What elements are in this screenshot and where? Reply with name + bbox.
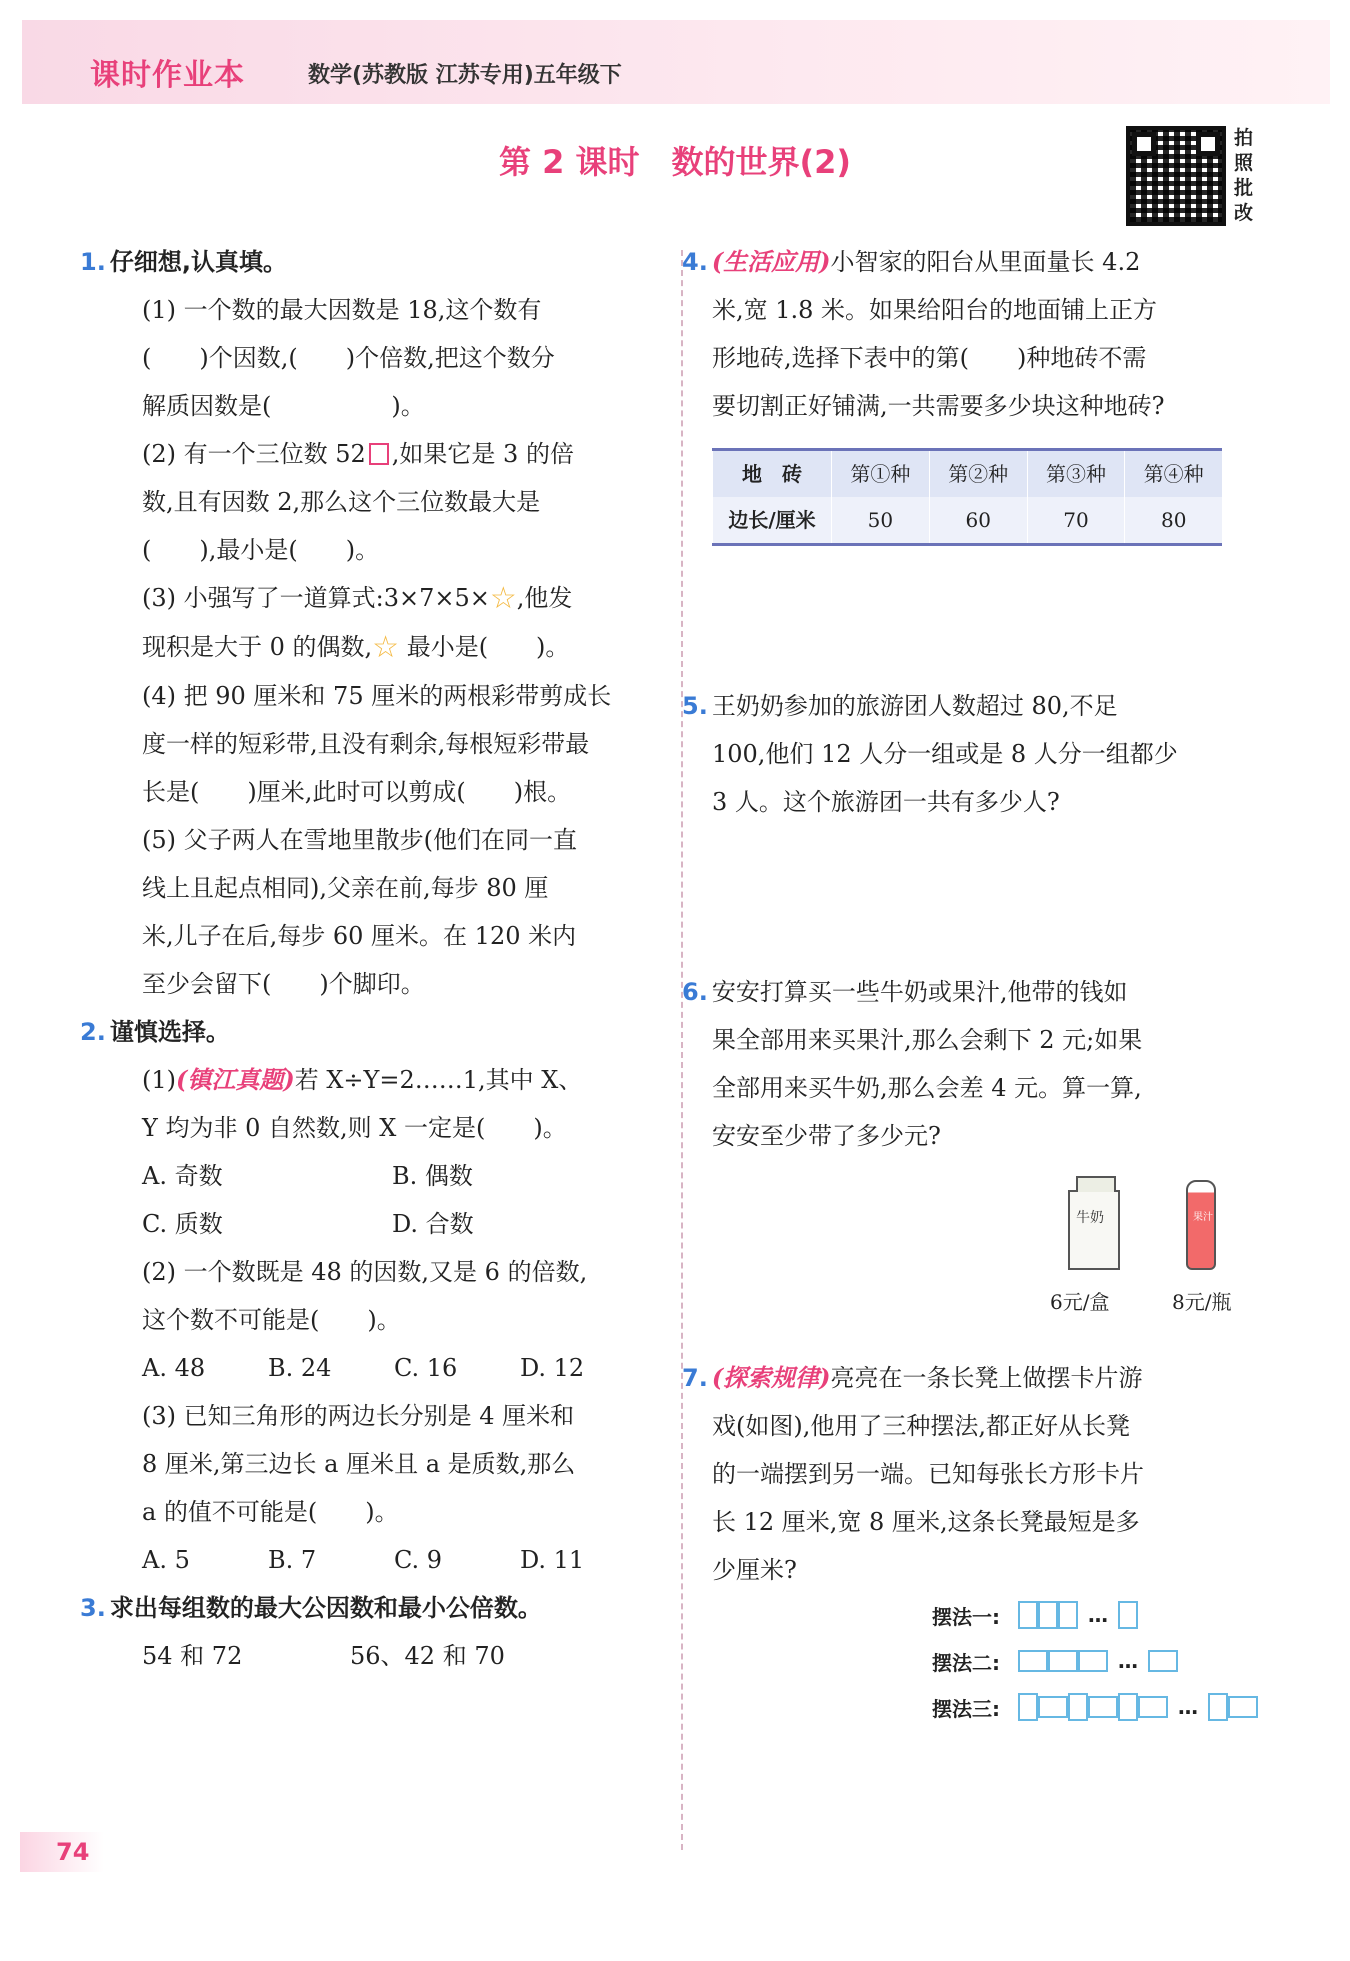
q2-1-options: A. 奇数 B. 偶数 [142, 1162, 473, 1190]
source-tag: (生活应用) [711, 247, 831, 276]
card-vertical [1118, 1601, 1138, 1629]
card-horizontal [1228, 1696, 1258, 1718]
source-tag: (探索规律) [711, 1363, 831, 1392]
card-horizontal [1148, 1650, 1178, 1672]
table-row: 边长/厘米 50 60 70 80 [713, 497, 1223, 545]
question-6: 6. 安安打算买一些牛奶或果汁,他带的钱如 果全部用来买果汁,那么会剩下 2 元;如果 全部用来买牛奶,那么会差 4 元。算一算, 安安至少带了多少元? [682, 978, 1143, 1150]
page-number: 74 [20, 1832, 104, 1872]
card-vertical [1018, 1601, 1038, 1629]
star-icon: ☆ [372, 630, 400, 665]
question-5: 5. 王奶奶参加的旅游团人数超过 80,不足 100,他们 12 人分一组或是 8 人分一组都少 3 人。这个旅游团一共有多少人? [682, 692, 1178, 816]
arrangement-2: 摆法二: … [932, 1638, 1258, 1684]
left-column [80, 238, 660, 1680]
arrangement-1: 摆法一: … [932, 1592, 1258, 1638]
card-horizontal [1138, 1696, 1168, 1718]
source-tag: (镇江真题) [176, 1065, 295, 1094]
card-horizontal [1088, 1696, 1118, 1718]
right-column [682, 238, 1264, 546]
star-icon: ☆ [489, 581, 517, 616]
q1-title: 仔细想,认真填。 [109, 248, 287, 276]
qr-label: 拍 照 批 改 [1234, 127, 1254, 224]
card-vertical [1038, 1601, 1058, 1629]
card-vertical [1208, 1693, 1228, 1721]
q2-2-options: A. 48 B. 24 C. 16 D. 12 [142, 1354, 585, 1382]
arrangement-3: 摆法三: … [932, 1684, 1258, 1730]
subject-line: 数学(苏教版 江苏专用)五年级下 [308, 63, 622, 88]
q2-1-options-b: C. 质数 D. 合数 [142, 1210, 474, 1238]
card-vertical [1118, 1693, 1138, 1721]
question-1: 1. 仔细想,认真填。 (1) 一个数的最大因数是 18,这个数有 ( )个因数,( )个倍数,把这个数分 解质因数是( )。 (2) 有一个三位数 52 ,如果它是 3 的倍 数,且有因数 2,那么这个三位数最大是 ( ),最小是( )。 (3) 小强写了一道算式:3×7×5×☆,他发 现积是大于 0 的偶数,☆ 最小是( )。 (4) 把 90 厘米和 75 厘米的两根彩带剪成长 度一样的短彩带,且没有剩余,每根短彩带最 长是( )厘米,此时可以剪成( )根。 (5) 父子两人在雪地里散步(他们在同一直 线上且起点相同),父亲在前,每步 80 厘 米,儿子在后,每步 60 厘米。在 120 米内 至少会留下( )个脚印。 [80, 248, 612, 998]
question-3: 3. 求出每组数的最大公因数和最小公倍数。 54 和 72 56、42 和 70 [110, 1584, 660, 1680]
tile-table [712, 448, 1222, 546]
q2-title: 谨慎选择。 [109, 1018, 230, 1046]
card-vertical [1018, 1693, 1038, 1721]
question-2: 2. 谨慎选择。 (1)(镇江真题)若 X÷Y=2……1,其中 X、 Y 均为非 0 自然数,则 X 一定是( )。 A. 奇数 B. 偶数 C. 质数 D. 合数 (2) 一个数既是 48 的因数,又是 6 的倍数, 这个数不可能是( )。 A. 48 B. 24 C. 16 D. 12 (3) 已知三角形的两边长分别是 4 厘米和 8 厘米,第三边长 a 厘米且 a 是质数,那么 a 的值不可能是( )。 A. 5 B. 7 C. 9 D. 11 [110, 1008, 660, 1584]
brand-title: 课时作业本 [90, 58, 245, 93]
card-vertical [1068, 1693, 1088, 1721]
card-horizontal [1038, 1696, 1068, 1718]
juice-price: 8元/瓶 [1172, 1290, 1232, 1314]
milk-carton-icon: 牛奶 [1068, 1190, 1120, 1270]
digit-box-icon [369, 443, 389, 465]
column-divider [681, 250, 683, 1850]
juice-bottle-icon: 果汁 [1186, 1180, 1216, 1270]
q3-title: 求出每组数的最大公因数和最小公倍数。 [109, 1594, 542, 1622]
q2-3-options: A. 5 B. 7 C. 9 D. 11 [142, 1546, 585, 1574]
q3-groups: 54 和 72 56、42 和 70 [142, 1642, 505, 1670]
card-horizontal [1018, 1650, 1048, 1672]
card-horizontal [1078, 1650, 1108, 1672]
card-horizontal [1048, 1650, 1078, 1672]
question-4: 4. (生活应用)小智家的阳台从里面量长 4.2 米,宽 1.8 米。如果给阳台的地面铺上正方 形地砖,选择下表中的第( )种地砖不需 要切割正好铺满,一共需要多少块这种地砖? 地 砖 第①种 第②种 第③种 第④种 边长/厘米 50 60 70 80 [712, 238, 1264, 546]
card-arrangements [932, 1592, 1258, 1730]
qr-code-icon[interactable] [1126, 126, 1226, 226]
lesson-title: 第 2 课时 数的世界(2) [498, 143, 852, 181]
milk-price: 6元/盒 [1050, 1290, 1110, 1314]
table-row: 地 砖 第①种 第②种 第③种 第④种 [713, 450, 1223, 498]
question-7: 7. (探索规律)亮亮在一条长凳上做摆卡片游 戏(如图),他用了三种摆法,都正好从长凳 的一端摆到另一端。已知每张长方形卡片 长 12 厘米,宽 8 厘米,这条长凳最短是多 少厘米? [682, 1363, 1144, 1584]
card-vertical [1058, 1601, 1078, 1629]
drink-pictures [1050, 1190, 1268, 1320]
